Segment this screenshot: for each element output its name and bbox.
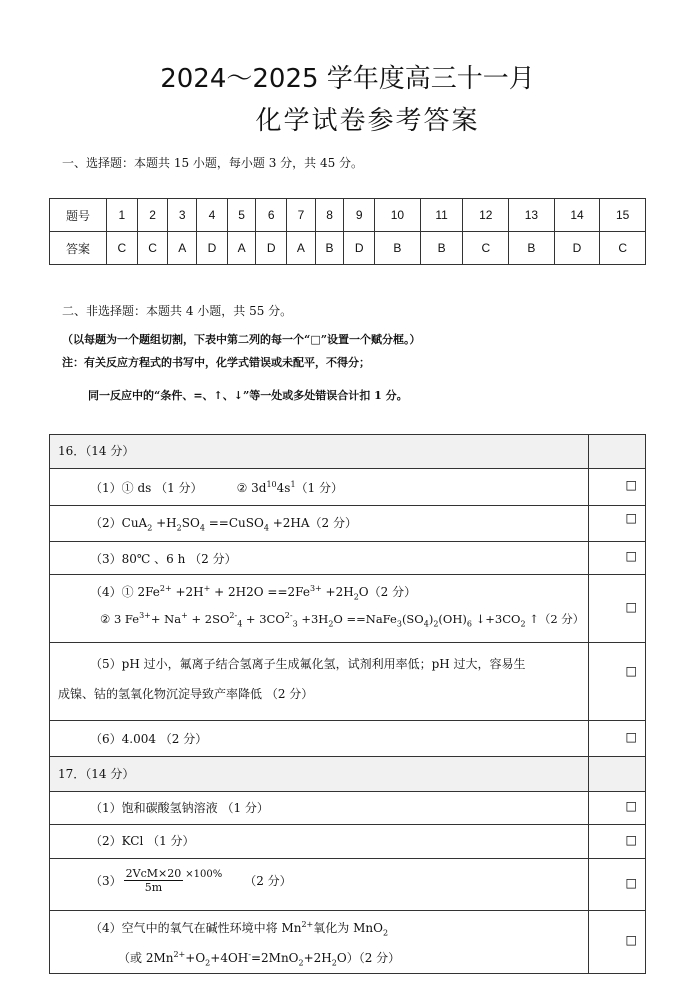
q17-part4-line1: （4）空气中的氧气在碱性环境中将 $Mn^{2+}$氧化为 MnO$_2$	[90, 920, 389, 938]
question-number-cell: 4	[197, 199, 228, 232]
score-box[interactable]: ☐	[588, 469, 645, 505]
answer-cell: A	[168, 232, 197, 265]
q16-part6-row	[50, 721, 645, 757]
q16-part5-line1: （5）pH 过小，氟离子结合氢离子生成氟化氢，试剂利用率低；pH 过大，容易生	[90, 657, 526, 671]
question-number-row	[50, 199, 646, 232]
q16-header: 16．（14 分）	[58, 444, 135, 458]
q16-part5-line2: 成镍、钴的氢氧化物沉淀导致产率降低 （2 分）	[58, 687, 314, 701]
q17-part4-line2: （或 $2Mn^{2+}+O_2+4OH^-=2MnO_2+2H_2O)(2$ 分）	[118, 950, 401, 968]
answer-cell: C	[600, 232, 646, 265]
score-box[interactable]: ☐	[588, 643, 645, 720]
score-box[interactable]: ☐	[588, 792, 645, 824]
q16-part1-row	[50, 469, 645, 506]
score-box[interactable]: ☐	[588, 721, 645, 756]
question-number-cell: 14	[554, 199, 600, 232]
q16-part2-row	[50, 506, 645, 542]
q17-part1-row	[50, 792, 645, 825]
question-number-cell: 11	[420, 199, 463, 232]
q16-part3-text: （3）80℃ 、6 h （2 分）	[90, 552, 237, 566]
title-line-2: 化学试卷参考答案	[255, 106, 480, 136]
q17-part3-text: （3） $\frac{\text{2VcM×20}}{5m}$ $^{\times 100\%}$ （2 分）	[90, 867, 292, 894]
answer-row	[50, 232, 646, 265]
score-box[interactable]: ☐	[588, 911, 645, 973]
q16-part4-line2: ② 3 $Fe^{3+}+ Na^+ + 2SO^{2-}_4 + 3CO^{2-}_3 +3H_2O$ $==NaFe_3(SO_4)_2(OH)_6$ $↓+3CO_2$ ↑（2 分）	[100, 611, 585, 629]
question-number-cell: 1	[107, 199, 138, 232]
answer-cell: A	[227, 232, 256, 265]
q16-part3-row	[50, 542, 645, 575]
section1-heading: 一、选择题：本题共 15 小题，每小题 3 分，共 45 分。	[62, 156, 364, 170]
q17-part4-row	[50, 911, 645, 973]
title-line-1: 2024～2025 学年度高三十一月	[160, 64, 535, 94]
answer-cell: D	[256, 232, 287, 265]
q17-part3-row	[50, 859, 645, 911]
question-number-cell: 2	[137, 199, 168, 232]
question-number-cell: 3	[168, 199, 197, 232]
answer-cell: D	[554, 232, 600, 265]
answer-cell: C	[137, 232, 168, 265]
q17-part1-text: （1）饱和碳酸氢钠溶液 （1 分）	[90, 801, 269, 815]
q16-part4-line1: （4）① $2Fe^{2+} +2H^+ + 2H2O ==2Fe^{3+} +2H_2O(2$ 分）	[90, 584, 417, 602]
answer-cell: B	[420, 232, 463, 265]
question-number-cell: 12	[463, 199, 509, 232]
score-box[interactable]: ☐	[588, 506, 645, 541]
answer-cell: B	[375, 232, 421, 265]
section2-heading: 二、非选择题：本题共 4 小题，共 55 分。	[62, 304, 293, 318]
q16-part6-text: （6）4.004 （2 分）	[90, 732, 208, 746]
question-number-cell: 7	[287, 199, 316, 232]
q16-part4-row	[50, 575, 645, 643]
answer-cell: B	[509, 232, 555, 265]
answer-cell: B	[315, 232, 344, 265]
q17-header-row	[50, 757, 645, 792]
question-number-cell: 15	[600, 199, 646, 232]
q16-part1-text: （1）① ds （1 分） ② $3d^{10}4s^1(1$ 分）	[90, 480, 343, 495]
question-number-cell: 5	[227, 199, 256, 232]
answer-cell: D	[197, 232, 228, 265]
section2-note-2: 注：有关反应方程式的书写中，化学式错误或未配平，不得分；	[62, 356, 370, 369]
answer-cell: C	[107, 232, 138, 265]
question-number-cell: 10	[375, 199, 421, 232]
answer-cell: D	[344, 232, 375, 265]
question-number-cell: 8	[315, 199, 344, 232]
q17-part2-text: （2）KCl （1 分）	[90, 834, 195, 848]
section2-note-1: （以每题为一个题组切割，下表中第二列的每一个“□”设置一个赋分框。）	[62, 333, 421, 346]
score-box[interactable]: ☐	[588, 542, 645, 574]
q16-part2-text: $(2)CuA_2 +H_2SO_4$ ==CuSO$_4$ +2HA（2 分）	[90, 516, 357, 533]
question-number-cell: 6	[256, 199, 287, 232]
q17-header: 17．（14 分）	[58, 767, 135, 781]
answer-cell: C	[463, 232, 509, 265]
score-box[interactable]: ☐	[588, 859, 645, 910]
q16-header-row	[50, 435, 645, 469]
scoring-grid	[49, 434, 646, 974]
score-box[interactable]: ☐	[588, 825, 645, 858]
question-number-cell: 13	[509, 199, 555, 232]
section2-note-3: 同一反应中的“条件、=、↑、↓”等一处或多处错误合计扣 1 分。	[88, 389, 408, 402]
answer-table	[49, 198, 646, 265]
score-box[interactable]: ☐	[588, 575, 645, 642]
q16-part5-row	[50, 643, 645, 721]
answer-cell: A	[287, 232, 316, 265]
formula-fraction: $\frac{\text{2VcM×20}}{5m}$	[125, 867, 182, 894]
q17-part2-row	[50, 825, 645, 859]
question-number-label: 题号	[50, 199, 107, 232]
answer-label: 答案	[50, 232, 107, 265]
question-number-cell: 9	[344, 199, 375, 232]
